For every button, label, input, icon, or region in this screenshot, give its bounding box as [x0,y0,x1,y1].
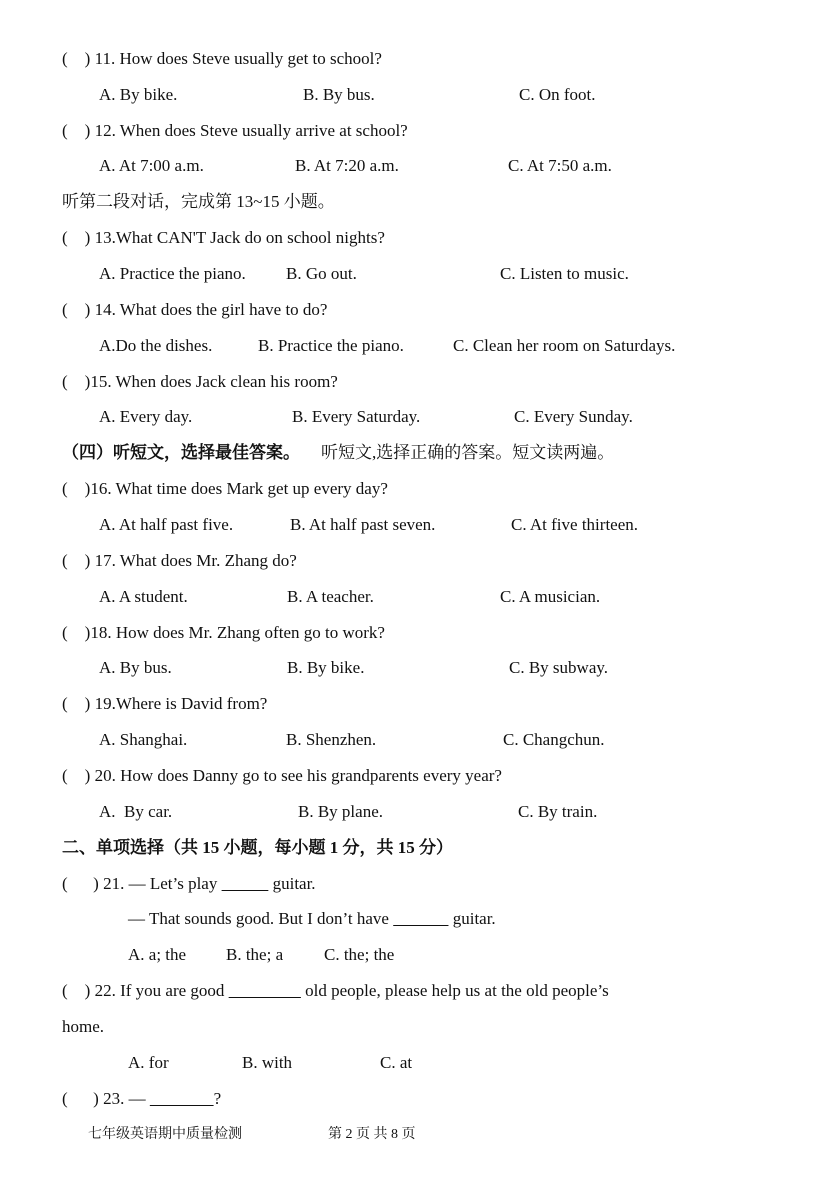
continuation-text: home. [62,1017,105,1036]
option-a: A. A student. [99,587,188,606]
option-a: A. By car. [99,802,173,821]
option-a: A.Do the dishes. [99,336,213,355]
question-22-text [62,980,609,1002]
option-a: A. At half past five. [99,515,234,534]
question-stem: ( ) 20. How does Danny go to see his grandparents every year? [62,766,502,785]
section-2-title: 二、单项选择（共 15 小题，每小题 1 分，共 15 分） [62,838,453,857]
option-a: A. By bus. [99,658,172,677]
question-prefix: ( ) 23. — [62,1089,150,1108]
option-c: C. At five thirteen. [511,515,639,534]
response-suffix: guitar. [448,909,496,928]
option-b: B. with [242,1053,293,1072]
option-c: C. Listen to music. [500,264,629,283]
question-prefix: ( ) 21. — Let’s play [62,874,222,893]
answer-blank [229,981,301,1000]
question-23-text [62,1088,221,1110]
option-b: B. By bus. [303,85,375,104]
option-c: C. By train. [518,802,598,821]
question-stem: ( ) 11. How does Steve usually get to school? [62,49,382,68]
question-stem: ( ) 17. What does Mr. Zhang do? [62,551,297,570]
option-c: C. A musician. [500,587,601,606]
option-c: C. at [380,1053,413,1072]
option-a: A. By bike. [99,85,178,104]
option-b: B. By bike. [287,658,365,677]
option-c: C. Every Sunday. [514,407,633,426]
question-stem: ( ) 14. What does the girl have to do? [62,300,328,319]
option-a: A. Every day. [99,407,193,426]
option-a: A. for [128,1053,169,1072]
option-b: B. Go out. [286,264,357,283]
question-stem: ( )16. What time does Mark get up every day? [62,479,388,498]
option-b: B. Every Saturday. [292,407,421,426]
question-suffix: guitar. [268,874,316,893]
footer-exam-title: 七年级英语期中质量检测 [88,1127,242,1142]
option-b: B. By plane. [298,802,383,821]
question-suffix: ? [213,1089,222,1108]
option-b: B. At 7:20 a.m. [295,156,399,175]
option-c: C. the; the [324,945,395,964]
option-c: C. Clean her room on Saturdays. [453,336,676,355]
question-stem: ( )15. When does Jack clean his room? [62,372,338,391]
option-c: C. At 7:50 a.m. [508,156,612,175]
option-b: B. Shenzhen. [286,730,377,749]
answer-blank [150,1089,214,1108]
option-b: B. Practice the piano. [258,336,404,355]
section-4-title: （四）听短文，选择最佳答案。 [62,443,300,462]
section-4-note: 听短文,选择正确的答案。短文读两遍。 [321,443,615,462]
answer-blank [393,909,448,928]
footer-page-number: 第 2 页 共 8 页 [328,1127,416,1142]
question-stem: ( ) 13.What CAN'T Jack do on school nights? [62,228,385,247]
option-a: A. At 7:00 a.m. [99,156,204,175]
option-c: C. By subway. [509,658,609,677]
option-c: C. Changchun. [503,730,605,749]
response-text [128,908,496,930]
option-a: A. Shanghai. [99,730,188,749]
question-stem: ( )18. How does Mr. Zhang often go to work? [62,623,385,642]
instruction-text: 听第二段对话，完成第 13~15 小题。 [62,192,335,211]
response-prefix: — That sounds good. But I don’t have [128,909,394,928]
option-c: C. On foot. [519,85,596,104]
option-b: B. At half past seven. [290,515,436,534]
answer-blank [222,874,269,893]
question-prefix: ( ) 22. If you are good [62,981,229,1000]
option-b: B. the; a [226,945,284,964]
option-a: A. a; the [128,945,187,964]
question-21-text [62,873,316,895]
option-b: B. A teacher. [287,587,374,606]
option-a: A. Practice the piano. [99,264,246,283]
question-stem: ( ) 19.Where is David from? [62,694,268,713]
question-stem: ( ) 12. When does Steve usually arrive at school? [62,121,408,140]
question-suffix: old people, please help us at the old people’s [300,981,609,1000]
